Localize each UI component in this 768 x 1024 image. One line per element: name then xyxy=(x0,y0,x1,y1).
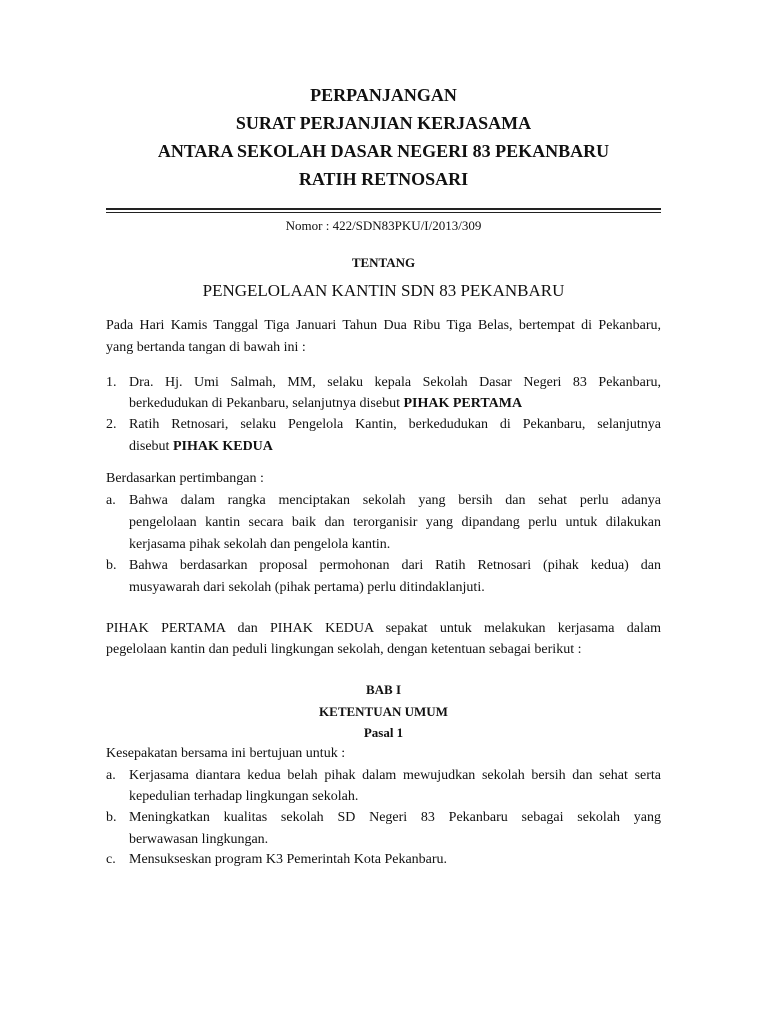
title-line-3: ANTARA SEKOLAH DASAR NEGERI 83 PEKANBARU xyxy=(157,141,610,161)
tentang-label: TENTANG xyxy=(351,255,416,270)
party-2-line-1: Ratih Retnosari, selaku Pengelola Kantin, berkedudukan di Pekanbaru, selanjutnya xyxy=(129,417,661,432)
article-intro: Kesepakatan bersama ini bertujuan untuk : xyxy=(106,746,346,761)
title-line-1: PERPANJANGAN xyxy=(310,85,457,105)
goal-a-marker: a. xyxy=(106,768,116,783)
party-1-line-2 xyxy=(129,395,661,413)
goal-b-line-1: Meningkatkan kualitas sekolah SD Negeri 83 Pekanbaru sebagai sekolah yang xyxy=(129,810,661,825)
consideration-a-line-3: kerjasama pihak sekolah dan pengelola kantin. xyxy=(129,537,391,552)
intro-line-2: yang bertanda tangan di bawah ini : xyxy=(106,340,306,355)
chapter-heading: BAB I xyxy=(365,682,402,697)
goal-c-line-1: Mensukseskan program K3 Pemerintah Kota Pekanbaru. xyxy=(129,852,448,867)
subject-heading: PENGELOLAAN KANTIN SDN 83 PEKANBARU xyxy=(202,281,565,300)
header-rule xyxy=(106,208,661,210)
goal-c-marker: c. xyxy=(106,852,116,867)
chapter-title: KETENTUAN UMUM xyxy=(319,704,448,719)
party-2-line-2 xyxy=(129,438,661,456)
consideration-a-line-1: Bahwa dalam rangka menciptakan sekolah yang bersih dan sehat perlu adanya xyxy=(129,493,661,508)
party-2-role: PIHAK KEDUA xyxy=(172,439,273,454)
consideration-a-marker: a. xyxy=(106,493,116,508)
party-1-text: berkedudukan di Pekanbaru, selanjutnya disebut xyxy=(129,396,404,411)
goal-b-line-2: berwawasan lingkungan. xyxy=(129,832,269,847)
intro-line-1: Pada Hari Kamis Tanggal Tiga Januari Tahun Dua Ribu Tiga Belas, bertempat di Pekanbaru, xyxy=(106,318,661,333)
goal-b-marker: b. xyxy=(106,810,117,825)
party-1-line-1: Dra. Hj. Umi Salmah, MM, selaku kepala Sekolah Dasar Negeri 83 Pekanbaru, xyxy=(129,375,661,390)
goal-a-line-2: kepedulian terhadap lingkungan sekolah. xyxy=(129,789,359,804)
party-1-role: PIHAK PERTAMA xyxy=(403,396,523,411)
header-rule-thin xyxy=(106,212,661,213)
consideration-b-line-2: musyawarah dari sekolah (pihak pertama) perlu ditindaklanjuti. xyxy=(129,580,485,595)
party-1-marker: 1. xyxy=(106,375,117,390)
considerations-label: Berdasarkan pertimbangan : xyxy=(106,471,264,486)
consideration-b-line-1: Bahwa berdasarkan proposal permohonan dari Ratih Retnosari (pihak kedua) dan xyxy=(129,558,661,573)
title-line-4: RATIH RETNOSARI xyxy=(298,169,469,189)
agreement-line-1: PIHAK PERTAMA dan PIHAK KEDUA sepakat untuk melakukan kerjasama dalam xyxy=(106,621,661,636)
consideration-a-line-2: pengelolaan kantin secara baik dan terorganisir yang dipandang perlu untuk dilakukan xyxy=(129,515,661,530)
title-line-2: SURAT PERJANJIAN KERJASAMA xyxy=(235,113,532,133)
party-2-text: disebut xyxy=(129,439,173,454)
agreement-line-2: pegelolaan kantin dan peduli lingkungan sekolah, dengan ketentuan sebagai berikut : xyxy=(106,642,582,657)
article-heading: Pasal 1 xyxy=(363,725,404,740)
consideration-b-marker: b. xyxy=(106,558,117,573)
document-number: Nomor : 422/SDN83PKU/I/2013/309 xyxy=(285,218,482,233)
goal-a-line-1: Kerjasama diantara kedua belah pihak dalam mewujudkan sekolah bersih dan sehat serta xyxy=(129,768,661,783)
party-2-marker: 2. xyxy=(106,417,117,432)
